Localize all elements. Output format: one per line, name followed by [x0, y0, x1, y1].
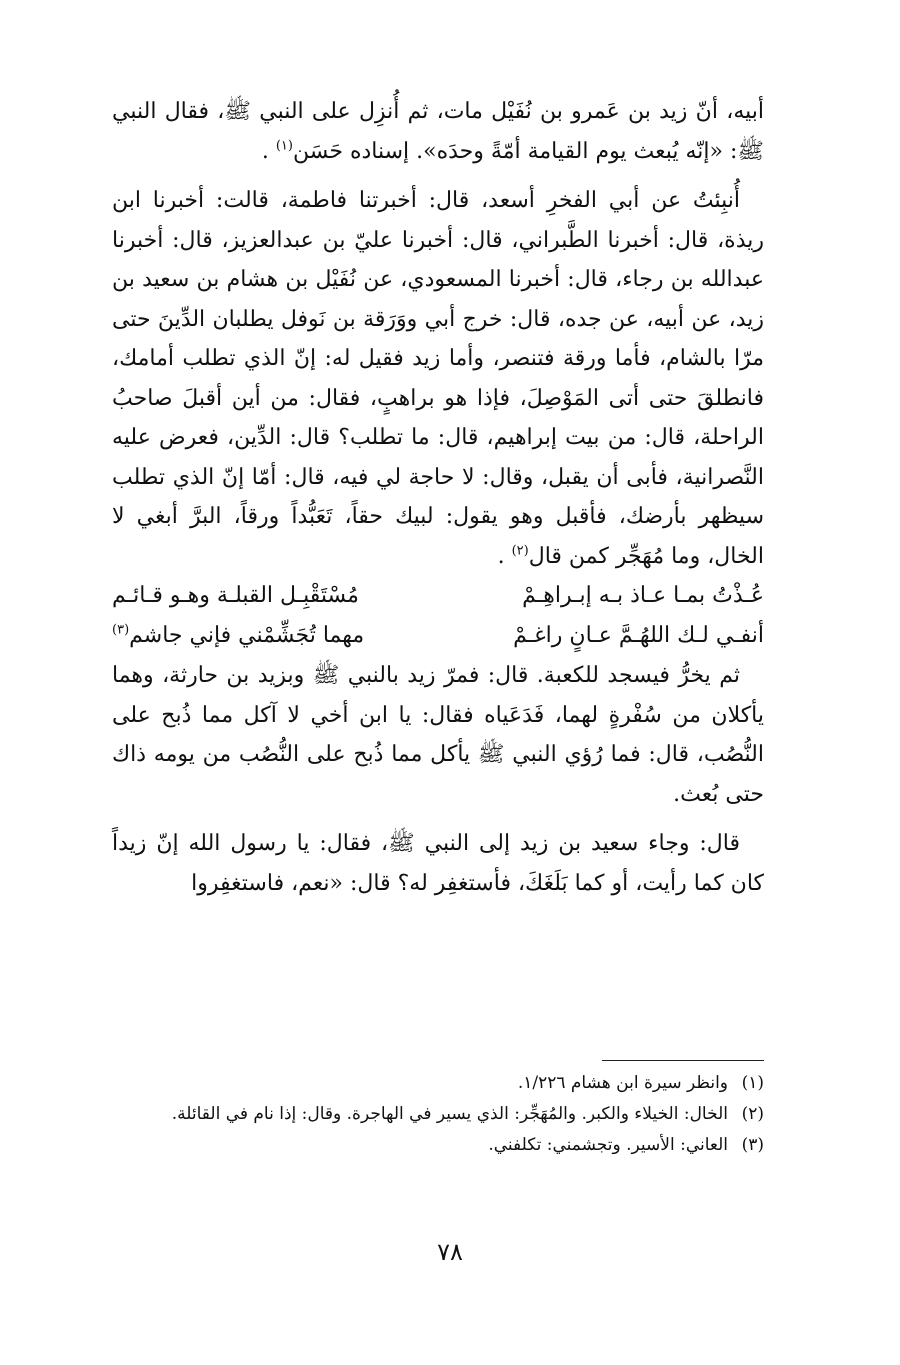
verse-line-2	[112, 616, 764, 656]
verse-1-second-hemistich: مُسْتَقْبِـل القبلـة وهـو قـائـم	[112, 583, 359, 608]
verse-line-1	[112, 576, 764, 616]
footnote-ref-3[interactable]: (٣)	[112, 622, 130, 638]
footnote-text: العاني: الأسير. وتجشمني: تكلفني.	[488, 1135, 728, 1155]
footnote-ref-2[interactable]: (٢)	[511, 543, 529, 559]
paragraph-1: أبيه، أنّ زيد بن عَمرو بن نُفَيْل مات، ثم أُنزِل على النبي ﷺ، فقال النبي ﷺ: «إنّه يُبعث يوم القيامة أمّةً وحدَه». إسناده حَسَن$^{(١)}$ .	[112, 99, 764, 164]
footnote-number: (٣)	[741, 1135, 764, 1155]
footnote-number: (٢)	[741, 1104, 764, 1124]
paragraph-3: ثم يخرُّ فيسجد للكعبة. قال: فمرّ زيد بالنبي ﷺ وبزيد بن حارثة، وهما يأكلان من سُفْرةٍ لهما، فَدَعَياه فقال: يا ابن أخي لا آكل مما ذُبح على النُّصُب، قال: فما رُؤي النبي ﷺ يأكل مما ذُبح على النُّصُب من يومه ذاك حتى بُعث.	[112, 663, 764, 807]
footnote-divider	[602, 1060, 764, 1061]
footnote-3	[112, 1132, 764, 1158]
verse-2-second-hemistich: مهما تُجَشِّمْني فإني جاشم$^{(٣)}$	[112, 622, 365, 648]
footnote-ref-1[interactable]: (١)	[275, 138, 293, 154]
verse-1-first-hemistich: عُـذْتُ بمـا عـاذ بـه إبـراهِـمْ	[522, 583, 764, 608]
verse-2-first-hemistich: أنفـي لـك اللهُـمَّ عـانٍ راغـمْ	[513, 623, 764, 648]
page-number: ٧٨	[437, 1238, 463, 1266]
paragraph-4: قال: وجاء سعيد بن زيد إلى النبي ﷺ، فقال: يا رسول الله إنّ زيداً كان كما رأيت، أو كما بَلَغَكَ، فأستغفِر له؟ قال: «نعم، فاستغفِروا	[112, 831, 764, 896]
footnote-text: وانظر سيرة ابن هشام ١/٢٢٦.	[517, 1073, 728, 1093]
footnote-1	[112, 1070, 764, 1096]
footnote-text: الخال: الخيلاء والكبر. والمُهَجِّر: الذي يسير في الهاجرة. وقال: إذا نام في القائلة.	[171, 1104, 728, 1124]
paragraph-2: أُنبِئتُ عن أبي الفخرِ أسعد، قال: أخبرتنا فاطمة، قالت: أخبرنا ابن ريذة، قال: أخبرنا الطَّبراني، قال: أخبرنا عليّ بن عبدالعزيز، قال: أخبرنا عبدالله بن رجاء، قال: أخبرنا المسعودي، عن نُفَيْل بن هشام بن سعيد بن زيد، عن أبيه، عن جده، قال: خرج أبي ووَرَقة بن نَوفل يطلبان الدِّينَ حتى مرّا بالشام، فأما ورقة فتنصر، وأما زيد فقيل له: إنّ الذي تطلب أمامك، فانطلقَ حتى أتى المَوْصِلَ، فإذا هو براهبٍ، فقال: من أين أقبلَ صاحبُ الراحلة، قال: من بيت إبراهيم، قال: ما تطلب؟ قال: الدِّين، فعرض عليه النَّصرانية، فأبى أن يقبل، وقال: لا حاجة لي فيه، قال: أمّا إنّ الذي تطلب سيظهر بأرضك، فأقبل وهو يقول: لبيك حقاً، تَعَبُّداً ورقاً، البرَّ أبغي لا الخال، وما مُهَجِّر كمن قال$^{(٢)}$ .	[112, 188, 764, 569]
main-text	[112, 92, 764, 903]
footnotes	[112, 1070, 764, 1163]
footnote-2	[112, 1101, 764, 1127]
footnote-number: (١)	[741, 1073, 764, 1093]
